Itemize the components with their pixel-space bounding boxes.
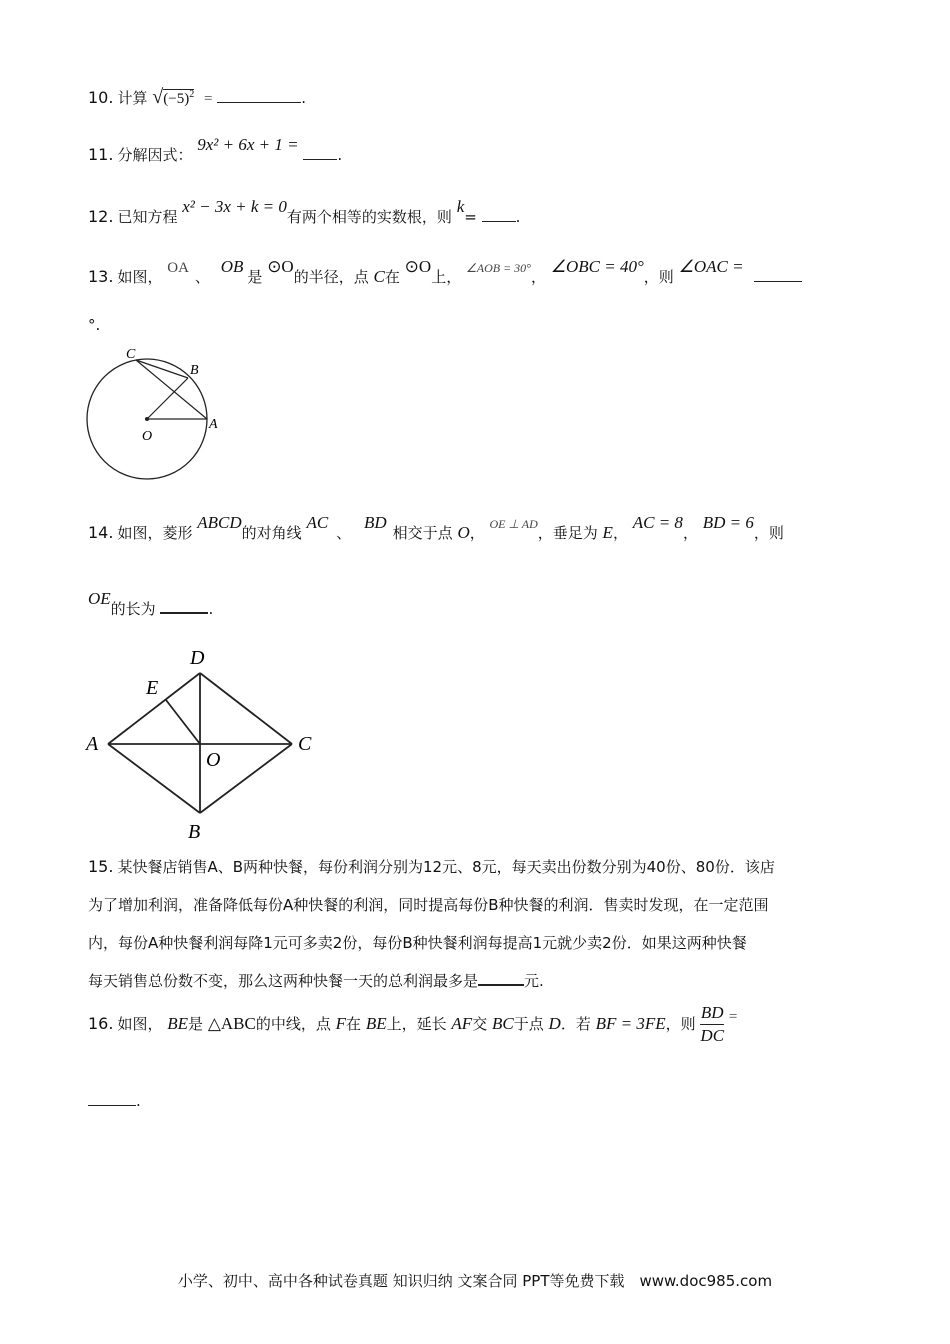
equation: x² − 3x + k = 0 <box>182 197 287 216</box>
question-13-degree: °. <box>88 316 101 334</box>
question-13: 13. 如图， OA 、 OB是 ⊙O的半径，点 C在 ⊙O上， $^{\angle AOB = 30^\circ}$， ∠OBC = 40°，则 ∠OAC = <box>88 266 802 287</box>
figure-13-circle <box>80 342 230 492</box>
question-12: 12. 已知方程 x² − 3x + k = 0有两个相等的实数根，则 k= . <box>88 197 521 226</box>
segment-oe <box>166 700 200 744</box>
label-b: B <box>188 821 201 843</box>
question-14: 14. 如图，菱形 ABCD的对角线 AC、 BD相交于点 O， $^{OE \perp AD}$，垂足为 E， AC = 8， BD = 6，则 <box>88 513 784 542</box>
question-11: 11. 分解因式： 9x² + 6x + 1 = . <box>88 135 343 164</box>
label-d: D <box>190 647 205 669</box>
answer-blank <box>217 90 301 103</box>
label-o: O <box>142 429 153 444</box>
side-ba <box>108 744 200 813</box>
label-c: C <box>126 347 136 362</box>
answer-blank <box>482 209 516 222</box>
fraction-bd-dc: $\frac{BD}{DC}$ <box>700 1003 725 1045</box>
label-a: A <box>209 417 218 432</box>
answer-blank <box>303 147 337 160</box>
sqrt-expression: $√(-5)^2$ <box>152 86 195 108</box>
side-dc <box>200 673 292 744</box>
question-15: 15. 某快餐店销售A、B两种快餐，每份利润分别为12元、8元，每天卖出份数分别为40份、80份．该店 为了增加利润，准备降低每份A种快餐的利润，同时提高每份B种快餐的利润．售卖时发现，在一定范围 内，每份A种快餐利润每降1元可多卖2份，每份B种快餐利润每提高1元就少卖2份．如果这两种快餐 每天销售总份数不变，那么这两种快餐一天的总利润最多是 元. <box>88 857 775 990</box>
question-16-cont: . <box>88 1092 141 1110</box>
question-14-cont: OE的长为 . <box>88 589 214 618</box>
factor-expression: 9x² + 6x + 1 = <box>197 135 299 154</box>
point-o <box>145 417 149 421</box>
answer-blank <box>88 1093 136 1106</box>
label-e: E <box>146 677 159 699</box>
answer-blank <box>754 269 802 282</box>
footer-text: 小学、初中、高中各种试卷真题 知识归纳 文案合同 PPT等免费下载 www.doc985.com <box>177 1272 773 1290</box>
question-16: 16. 如图， BE是 △ABC的中线，点 F在 BE上，延长 AF交 BC于点 D．若 BF = 3FE，则 $\frac{BD}{DC}$ = <box>88 1003 738 1045</box>
figure-14-rhombus <box>80 640 330 845</box>
label-o: O <box>206 749 221 771</box>
label-b: B <box>190 363 199 378</box>
answer-blank <box>160 600 208 614</box>
question-10: 10. 计算 $√(-5)^2$ = . <box>88 86 306 108</box>
label-a: A <box>86 733 99 755</box>
answer-blank <box>478 972 524 986</box>
label-c: C <box>298 733 312 755</box>
